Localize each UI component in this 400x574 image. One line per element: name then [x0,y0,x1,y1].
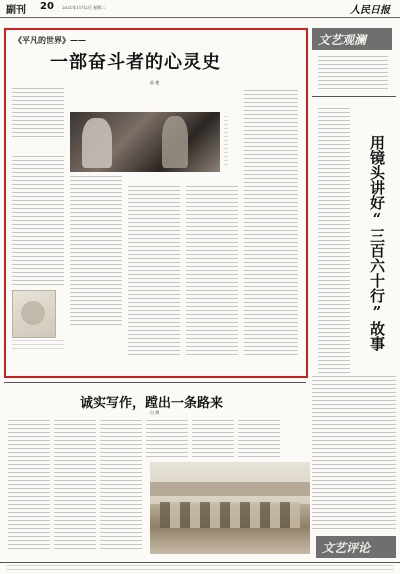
feature-byline: 苗 艳 [150,80,160,85]
book-cover-mark [21,301,45,325]
issue-date: 2021年11月2日 星期二 [62,5,106,10]
feature-body-col4 [186,186,238,356]
feature-photo [70,112,220,172]
section-label: 副刊 [6,5,26,16]
paper-name-logo: 人民日报 [350,5,390,16]
lower-body-col2 [54,420,96,550]
feature-body-col2 [70,176,122,326]
footer-credits [6,565,394,570]
lower-body-col6 [238,420,280,460]
feature-body-col1b [12,156,64,286]
side-divider [312,96,396,97]
side-body-col2 [312,376,396,531]
lower-headline: 诚实写作，蹚出一条路来 [80,396,224,411]
cave-dwelling-row [160,502,300,528]
feature-kicker: 《平凡的世界》—— [14,35,86,45]
village-photo [150,462,310,554]
side-intro-text [318,56,388,90]
lower-byline: 白 烨 [150,410,160,415]
feature-body-col3 [128,186,180,356]
book-caption [12,340,64,350]
hill-ridge [150,482,310,496]
lower-body-col1 [8,420,50,550]
photo-figure-left [82,118,112,168]
feature-body-col5 [244,90,298,355]
page-number: 20 [40,1,54,12]
side-body-col1 [318,108,350,373]
footer-badge-label: 文艺评论 [322,541,371,555]
lower-body-col4 [146,420,188,460]
feature-headline: 一部奋斗者的心灵史 [50,52,221,73]
side-column-heading: 文艺观澜 [318,33,367,47]
side-vertical-title: 用镜头讲好“三百六十行”故事 [368,135,386,351]
photo-caption [224,116,228,166]
footer-badge [316,536,396,558]
feature-body-col1 [12,88,64,140]
photo-figure-right [162,116,188,168]
footer-rule [0,562,400,563]
book-cover-image [12,290,56,338]
lower-body-col5 [192,420,234,460]
masthead-bar [0,0,400,18]
side-column-banner [312,28,392,50]
section-divider [4,382,306,383]
lower-body-col3 [100,420,142,550]
